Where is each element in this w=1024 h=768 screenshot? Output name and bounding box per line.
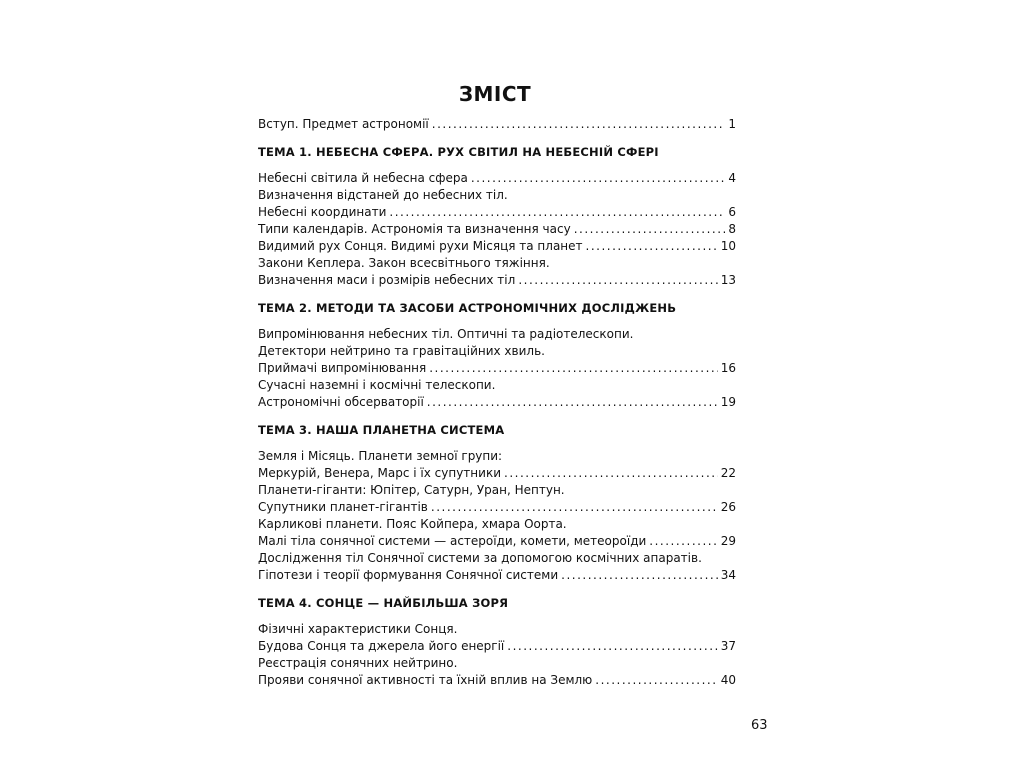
toc-entry-line — [258, 238, 736, 255]
dot-leader — [431, 499, 718, 516]
toc-entry-text: Карликові планети. Пояс Койпера, хмара Оорта. — [258, 517, 567, 531]
toc-entry — [258, 448, 736, 482]
toc-entry-line — [258, 394, 736, 411]
dot-leader — [649, 533, 717, 550]
dot-leader — [561, 567, 718, 584]
toc-entry — [258, 221, 736, 238]
section-heading: ТЕМА 3. НАША ПЛАНЕТНА СИСТЕМА — [258, 423, 505, 437]
toc-page-number: 26 — [720, 500, 736, 514]
toc-entry — [258, 170, 736, 187]
toc-page-number: 1 — [728, 117, 736, 131]
toc-entry-line — [258, 499, 736, 516]
toc-page-number: 29 — [720, 534, 736, 548]
toc-page-number: 22 — [720, 466, 736, 480]
section-heading: ТЕМА 1. НЕБЕСНА СФЕРА. РУХ СВІТИЛ НА НЕБЕСНІЙ СФЕРІ — [258, 145, 659, 159]
toc-entry-text: Детектори нейтрино та гравітаційних хвиль. — [258, 344, 545, 358]
toc-entry-line — [258, 567, 736, 584]
toc-entry-line — [258, 170, 736, 187]
toc-entry-text: Гіпотези і теорії формування Сонячної системи — [258, 568, 559, 582]
toc-section — [258, 595, 736, 689]
toc-entry-text: Приймачі випромінювання — [258, 361, 427, 375]
toc-entry — [258, 482, 736, 516]
toc-entry-text: Небесні координати — [258, 205, 387, 219]
toc-entry-text: Закони Кеплера. Закон всесвітнього тяжіння. — [258, 256, 550, 270]
dot-leader — [504, 465, 718, 482]
table-of-contents — [258, 116, 736, 700]
section-heading: ТЕМА 4. СОНЦЕ — НАЙБІЛЬША ЗОРЯ — [258, 596, 509, 610]
toc-entry-text: Земля і Місяць. Планети земної групи: — [258, 449, 503, 463]
toc-entry-text: Планети-гіганти: Юпітер, Сатурн, Уран, Нептун. — [258, 483, 565, 497]
dot-leader — [389, 204, 725, 221]
dot-leader — [432, 116, 726, 133]
page-number: 63 — [751, 718, 768, 733]
toc-entry-text: Малі тіла сонячної системи — астероїди, комети, метеороїди — [258, 534, 647, 548]
toc-entry-text: Визначення відстаней до небесних тіл. — [258, 188, 508, 202]
toc-entry — [258, 377, 736, 411]
toc-section — [258, 144, 736, 289]
toc-entry-text: Фізичні характеристики Сонця. — [258, 622, 458, 636]
toc-entry-text: Сучасні наземні і космічні телескопи. — [258, 378, 496, 392]
dot-leader — [574, 221, 726, 238]
toc-page-number: 37 — [720, 639, 736, 653]
dot-leader — [586, 238, 718, 255]
toc-entry — [258, 238, 736, 255]
toc-page-number: 34 — [720, 568, 736, 582]
toc-entry-text: Типи календарів. Астрономія та визначення часу — [258, 222, 571, 236]
toc-entry-line — [258, 638, 736, 655]
toc-page-number: 19 — [720, 395, 736, 409]
toc-entry-text: Небесні світила й небесна сфера — [258, 171, 468, 185]
toc-page-number: 6 — [728, 205, 736, 219]
toc-entry — [258, 621, 736, 655]
dot-leader — [471, 170, 726, 187]
toc-entry — [258, 326, 736, 377]
toc-entry — [258, 655, 736, 689]
toc-entry-line — [258, 672, 736, 689]
toc-entry-text: Випромінювання небесних тіл. Оптичні та радіотелескопи. — [258, 327, 634, 341]
dot-leader — [429, 360, 717, 377]
toc-entry-line — [258, 204, 736, 221]
toc-entry-text: Вступ. Предмет астрономії — [258, 117, 429, 131]
toc-entry-line — [258, 360, 736, 377]
toc-entry — [258, 550, 736, 584]
toc-page-number: 8 — [728, 222, 736, 236]
toc-section — [258, 300, 736, 411]
toc-entry-text: Видимий рух Сонця. Видимі рухи Місяця та планет — [258, 239, 583, 253]
toc-entry-text: Реєстрація сонячних нейтрино. — [258, 656, 458, 670]
toc-entry-line — [258, 465, 736, 482]
dot-leader — [518, 272, 717, 289]
toc-entry-text: Прояви сонячної активності та їхній вплив на Землю — [258, 673, 593, 687]
toc-page-number: 16 — [720, 361, 736, 375]
toc-entry-text: Дослідження тіл Сонячної системи за допомогою космічних апаратів. — [258, 551, 702, 565]
toc-entry-line — [258, 221, 736, 238]
toc-entry-intro — [258, 116, 736, 133]
toc-section — [258, 422, 736, 584]
toc-entry — [258, 187, 736, 221]
dot-leader — [427, 394, 718, 411]
toc-entry-line — [258, 533, 736, 550]
toc-entry-text: Астрономічні обсерваторії — [258, 395, 424, 409]
toc-entry-text: Визначення маси і розмірів небесних тіл — [258, 273, 516, 287]
toc-entry-text: Супутники планет-гігантів — [258, 500, 428, 514]
toc-entry — [258, 516, 736, 550]
toc-page-number: 13 — [720, 273, 736, 287]
section-heading: ТЕМА 2. МЕТОДИ ТА ЗАСОБИ АСТРОНОМІЧНИХ ДОСЛІДЖЕНЬ — [258, 301, 677, 315]
page-title: ЗМІСТ — [458, 82, 532, 106]
toc-page-number: 4 — [728, 171, 736, 185]
dot-leader — [595, 672, 717, 689]
toc-page-number: 10 — [720, 239, 736, 253]
toc-entry-line — [258, 272, 736, 289]
toc-entry — [258, 255, 736, 289]
toc-entry-text: Будова Сонця та джерела його енергії — [258, 639, 505, 653]
dot-leader — [507, 638, 717, 655]
toc-entry-text: Меркурій, Венера, Марс і їх супутники — [258, 466, 501, 480]
toc-page-number: 40 — [720, 673, 736, 687]
